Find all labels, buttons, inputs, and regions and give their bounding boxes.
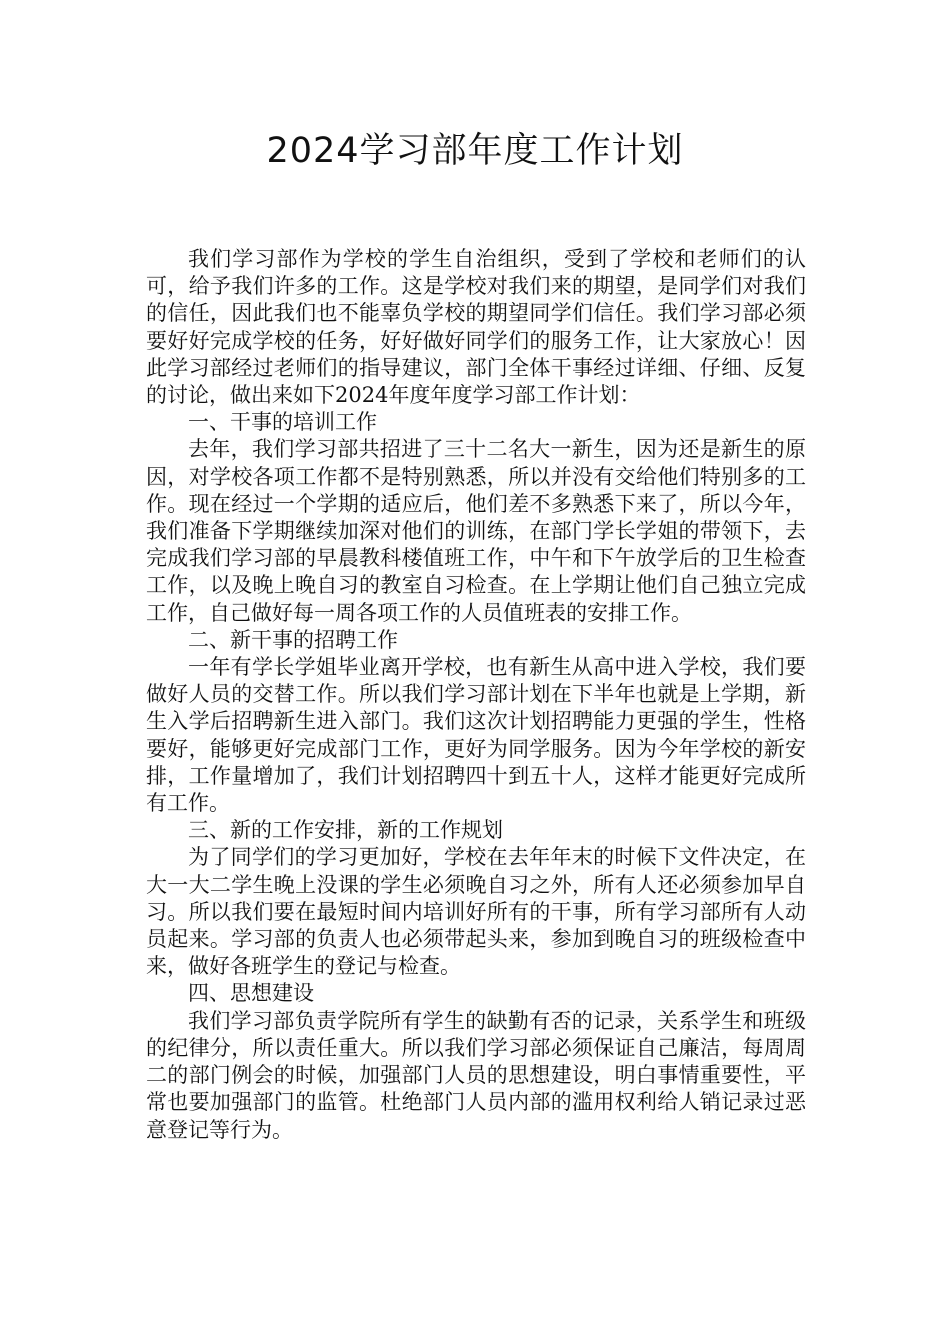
section-heading-new-arrangements: 三、新的工作安排，新的工作规划	[188, 818, 503, 843]
ideology-paragraph: 我们学习部负责学院所有学生的缺勤有否的记录，关系学生和班级的纪律分，所以责任重大。所以我们学习部必须保证自己廉洁，每周周二的部门例会的时候，加强部门人员的思想建设，明白事情重要性，平常也要加强部门的监管。杜绝部门人员内部的滥用权利给人销记录过恶意登记等行为。	[146, 1008, 806, 1142]
document-body	[146, 246, 806, 1144]
document-title: 2024学习部年度工作计划	[266, 131, 684, 171]
section-heading-ideology: 四、思想建设	[188, 981, 314, 1006]
new-arrangements-paragraph: 为了同学们的学习更加好，学校在去年年末的时候下文件决定，在大一大二学生晚上没课的学生必须晚自习之外，所有人还必须参加早自习。所以我们要在最短时间内培训好所有的干事，所有学习部所有人动员起来。学习部的负责人也必须带起头来，参加到晚自习的班级检查中来，做好各班学生的登记与检查。	[146, 845, 806, 979]
intro-paragraph: 我们学习部作为学校的学生自治组织，受到了学校和老师们的认可，给予我们许多的工作。这是学校对我们来的期望，是同学们对我们的信任，因此我们也不能辜负学校的期望同学们信任。我们学习部必须要好好完成学校的任务，好好做好同学们的服务工作，让大家放心！因此学习部经过老师们的指导建议，部门全体干事经过详细、仔细、反复的讨论，做出来如下2024年度年度学习部工作计划：	[146, 247, 806, 408]
training-paragraph: 去年，我们学习部共招进了三十二名大一新生，因为还是新生的原因，对学校各项工作都不是特别熟悉，所以并没有交给他们特别多的工作。现在经过一个学期的适应后，他们差不多熟悉下来了，所以今年，我们准备下学期继续加深对他们的训练，在部门学长学姐的带领下，去完成我们学习部的早晨教科楼值班工作，中午和下午放学后的卫生检查工作，以及晚上晚自习的教室自习检查。在上学期让他们自己独立完成工作，自己做好每一周各项工作的人员值班表的安排工作。	[146, 437, 806, 625]
section-heading-training: 一、干事的培训工作	[188, 410, 377, 435]
recruitment-paragraph: 一年有学长学姐毕业离开学校，也有新生从高中进入学校，我们要做好人员的交替工作。所以我们学习部计划在下半年也就是上学期，新生入学后招聘新生进入部门。我们这次计划招聘能力更强的学生，性格要好，能够更好完成部门工作，更好为同学服务。因为今年学校的新安排，工作量增加了，我们计划招聘四十到五十人，这样才能更好完成所有工作。	[146, 655, 806, 816]
section-heading-recruitment: 二、新干事的招聘工作	[188, 627, 398, 652]
